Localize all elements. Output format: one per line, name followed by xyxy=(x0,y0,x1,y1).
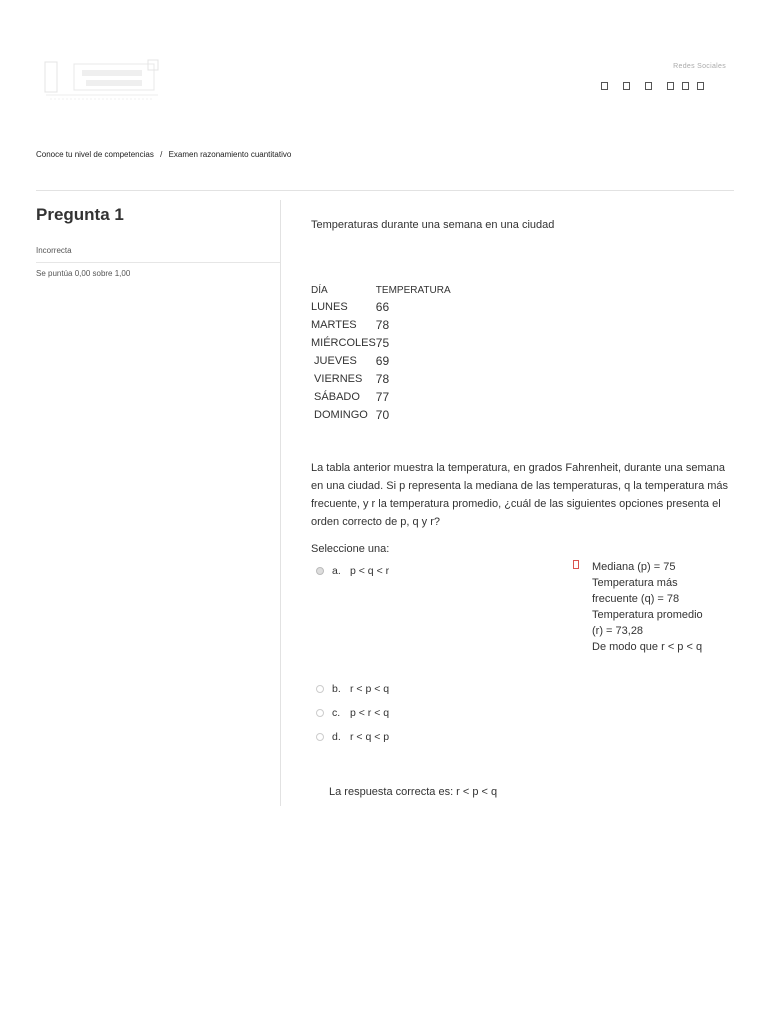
column-divider xyxy=(280,200,281,806)
breadcrumb-separator: / xyxy=(160,150,163,159)
linkedin-icon[interactable] xyxy=(682,82,689,90)
table-cell-temperature: 66 xyxy=(375,300,390,314)
answer-option-b[interactable] xyxy=(311,677,731,701)
question-info xyxy=(36,205,281,278)
table-header-day: DÍA xyxy=(311,285,328,296)
answer-option-d[interactable] xyxy=(311,725,731,749)
temperature-table xyxy=(311,284,451,424)
facebook-icon[interactable] xyxy=(601,82,608,90)
radio-button[interactable] xyxy=(316,733,324,741)
feedback-line: Temperatura promedio (r) = 73,28 xyxy=(592,609,703,637)
site-logo[interactable] xyxy=(44,58,162,102)
table-cell-day: SÁBADO xyxy=(311,391,360,403)
table-header-temperature: TEMPERATURA xyxy=(375,285,451,296)
breadcrumb-item-course[interactable]: Conoce tu nivel de competencias xyxy=(36,150,154,159)
table-cell-day: VIERNES xyxy=(311,373,363,385)
table-row xyxy=(311,334,451,352)
radio-button[interactable] xyxy=(316,709,324,717)
table-cell-day: MIÉRCOLES xyxy=(311,337,376,349)
table-cell-temperature: 70 xyxy=(375,408,390,422)
social-icons xyxy=(601,82,719,90)
table-cell-day: MARTES xyxy=(311,319,357,331)
table-row xyxy=(311,370,451,388)
answer-text: r < p < q xyxy=(350,683,390,695)
feedback-line: Temperatura más frecuente (q) = 78 xyxy=(592,577,680,605)
table-header-row xyxy=(311,284,451,298)
answer-text: p < r < q xyxy=(350,707,390,719)
table-cell-temperature: 69 xyxy=(375,354,390,368)
incorrect-icon xyxy=(573,560,579,569)
table-cell-temperature: 75 xyxy=(375,336,390,350)
table-cell-day: DOMINGO xyxy=(311,409,368,421)
question-content xyxy=(311,219,731,798)
radio-button[interactable] xyxy=(316,567,324,575)
twitter-icon[interactable] xyxy=(623,82,630,90)
table-cell-day: JUEVES xyxy=(311,355,357,367)
answer-letter: c. xyxy=(332,707,341,719)
answer-letter: b. xyxy=(332,683,341,695)
select-prompt: Seleccione una: xyxy=(311,543,390,555)
question-title: Pregunta 1 xyxy=(36,205,124,224)
answer-list xyxy=(311,559,731,749)
radio-button[interactable] xyxy=(316,685,324,693)
youtube-icon[interactable] xyxy=(667,82,674,90)
google-plus-icon[interactable] xyxy=(645,82,652,90)
table-cell-temperature: 78 xyxy=(375,372,390,386)
breadcrumb-item-exam[interactable]: Examen razonamiento cuantitativo xyxy=(168,150,292,159)
answer-option-c[interactable] xyxy=(311,701,731,725)
table-row xyxy=(311,388,451,406)
answer-text: r < q < p xyxy=(350,731,390,743)
feedback-line: Mediana (p) = 75 xyxy=(592,561,676,573)
social-title: Redes Sociales xyxy=(673,63,726,70)
right-answer: La respuesta correcta es: r < p < q xyxy=(329,786,498,798)
answer-letter: d. xyxy=(332,731,341,743)
feedback-line: De modo que r < p < q xyxy=(592,641,703,653)
question-intro: Temperaturas durante una semana en una ciudad xyxy=(311,219,555,231)
table-row xyxy=(311,352,451,370)
breadcrumb xyxy=(36,150,291,159)
table-row xyxy=(311,298,451,316)
table-row xyxy=(311,316,451,334)
answer-letter: a. xyxy=(332,565,341,577)
answer-feedback xyxy=(592,559,712,655)
header-divider xyxy=(36,190,734,191)
table-cell-day: LUNES xyxy=(311,301,348,313)
question-statement: La tabla anterior muestra la temperatura, en grados Fahrenheit, durante una semana en una ciudad. Si p representa la mediana de las temperaturas, q la temperatura más frecuente, y r la temperatura promedio, ¿cuál de las siguientes opciones presenta el orden correcto de p, q y r? xyxy=(311,462,729,528)
answer-text: p < q < r xyxy=(350,565,390,577)
rss-icon[interactable] xyxy=(697,82,704,90)
question-state: Incorrecta xyxy=(36,246,281,263)
table-row xyxy=(311,406,451,424)
question-grade: Se puntúa 0,00 sobre 1,00 xyxy=(36,269,131,278)
table-cell-temperature: 77 xyxy=(375,390,390,404)
table-cell-temperature: 78 xyxy=(375,318,390,332)
